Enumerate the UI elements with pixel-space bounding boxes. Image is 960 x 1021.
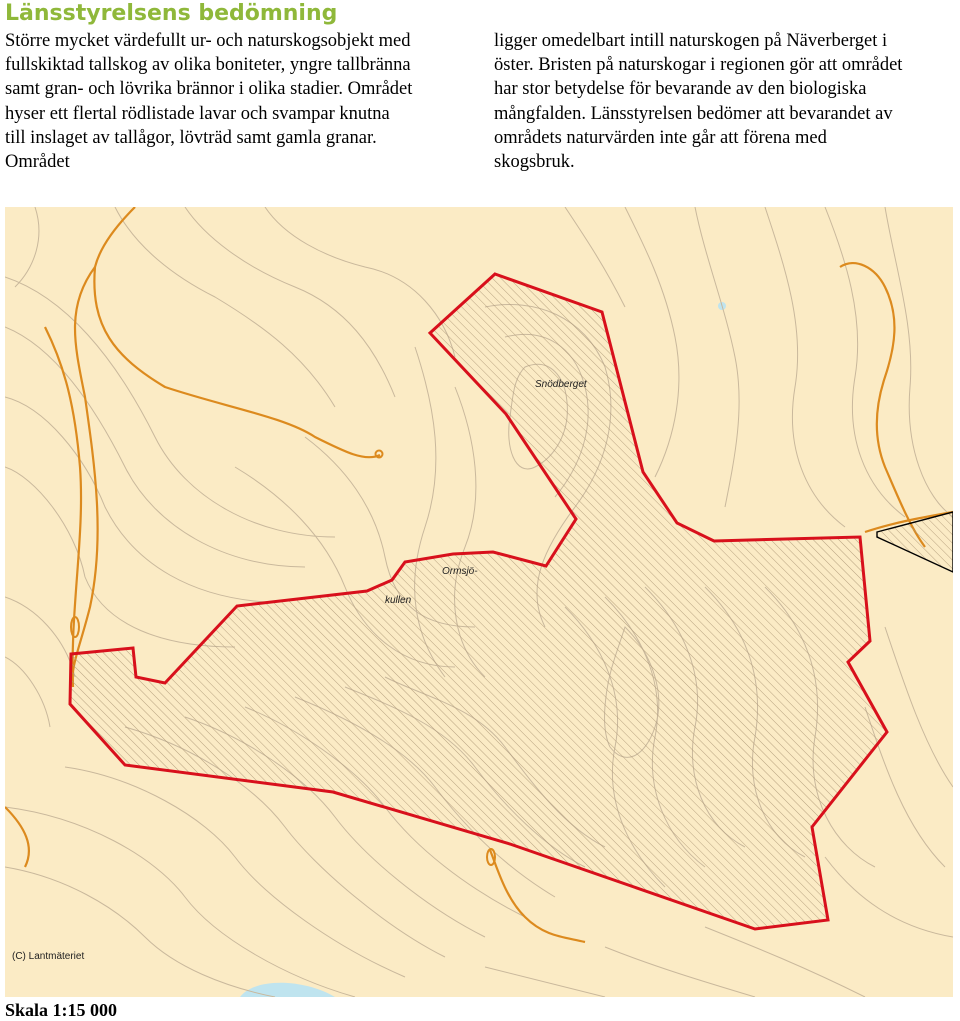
page-heading: Länsstyrelsens bedömning bbox=[5, 1, 338, 26]
assessment-text-left bbox=[5, 29, 480, 174]
text-line: mångfalden. Länsstyrelsen bedömer att bevarandet av bbox=[494, 103, 893, 124]
map-canvas bbox=[5, 207, 953, 997]
text-line: fullskiktad tallskog av olika boniteter, yngre tallbränna bbox=[5, 55, 411, 76]
text-line: områdets naturvärden inte går att förena med bbox=[494, 127, 827, 148]
place-label-ormsjokullen: Ormsjö- bbox=[442, 566, 478, 577]
text-line: öster. Bristen på naturskogar i regionen gör att området bbox=[494, 55, 903, 76]
lake bbox=[240, 983, 335, 997]
text-line: till inslaget av tallågor, lövträd samt gamla granar. bbox=[5, 127, 377, 148]
text-line: samt gran- och lövrika brännor i olika stadier. Området bbox=[5, 79, 413, 100]
protected-area-boundary[interactable] bbox=[70, 274, 887, 929]
text-line: har stor betydelse för bevarande av den biologiska bbox=[494, 79, 867, 100]
text-line: Området bbox=[5, 152, 70, 173]
place-label-ormsjokullen-2: kullen bbox=[385, 595, 412, 606]
assessment-text-right bbox=[494, 29, 960, 174]
text-line: ligger omedelbart intill naturskogen på Näverberget i bbox=[494, 31, 888, 51]
text-line: skogsbruk. bbox=[494, 152, 575, 173]
text-line: hyser ett flertal rödlistade lavar och svampar knutna bbox=[5, 103, 390, 124]
map-scale: Skala 1:15 000 bbox=[5, 1000, 118, 1020]
topographic-map bbox=[5, 207, 953, 997]
place-label-snodberget: Snödberget bbox=[535, 379, 587, 390]
text-line: Större mycket värdefullt ur- och naturskogsobjekt med bbox=[5, 31, 411, 51]
copyright-label: (C) Lantmäteriet bbox=[12, 951, 85, 962]
adjacent-reserve-area bbox=[877, 512, 953, 572]
